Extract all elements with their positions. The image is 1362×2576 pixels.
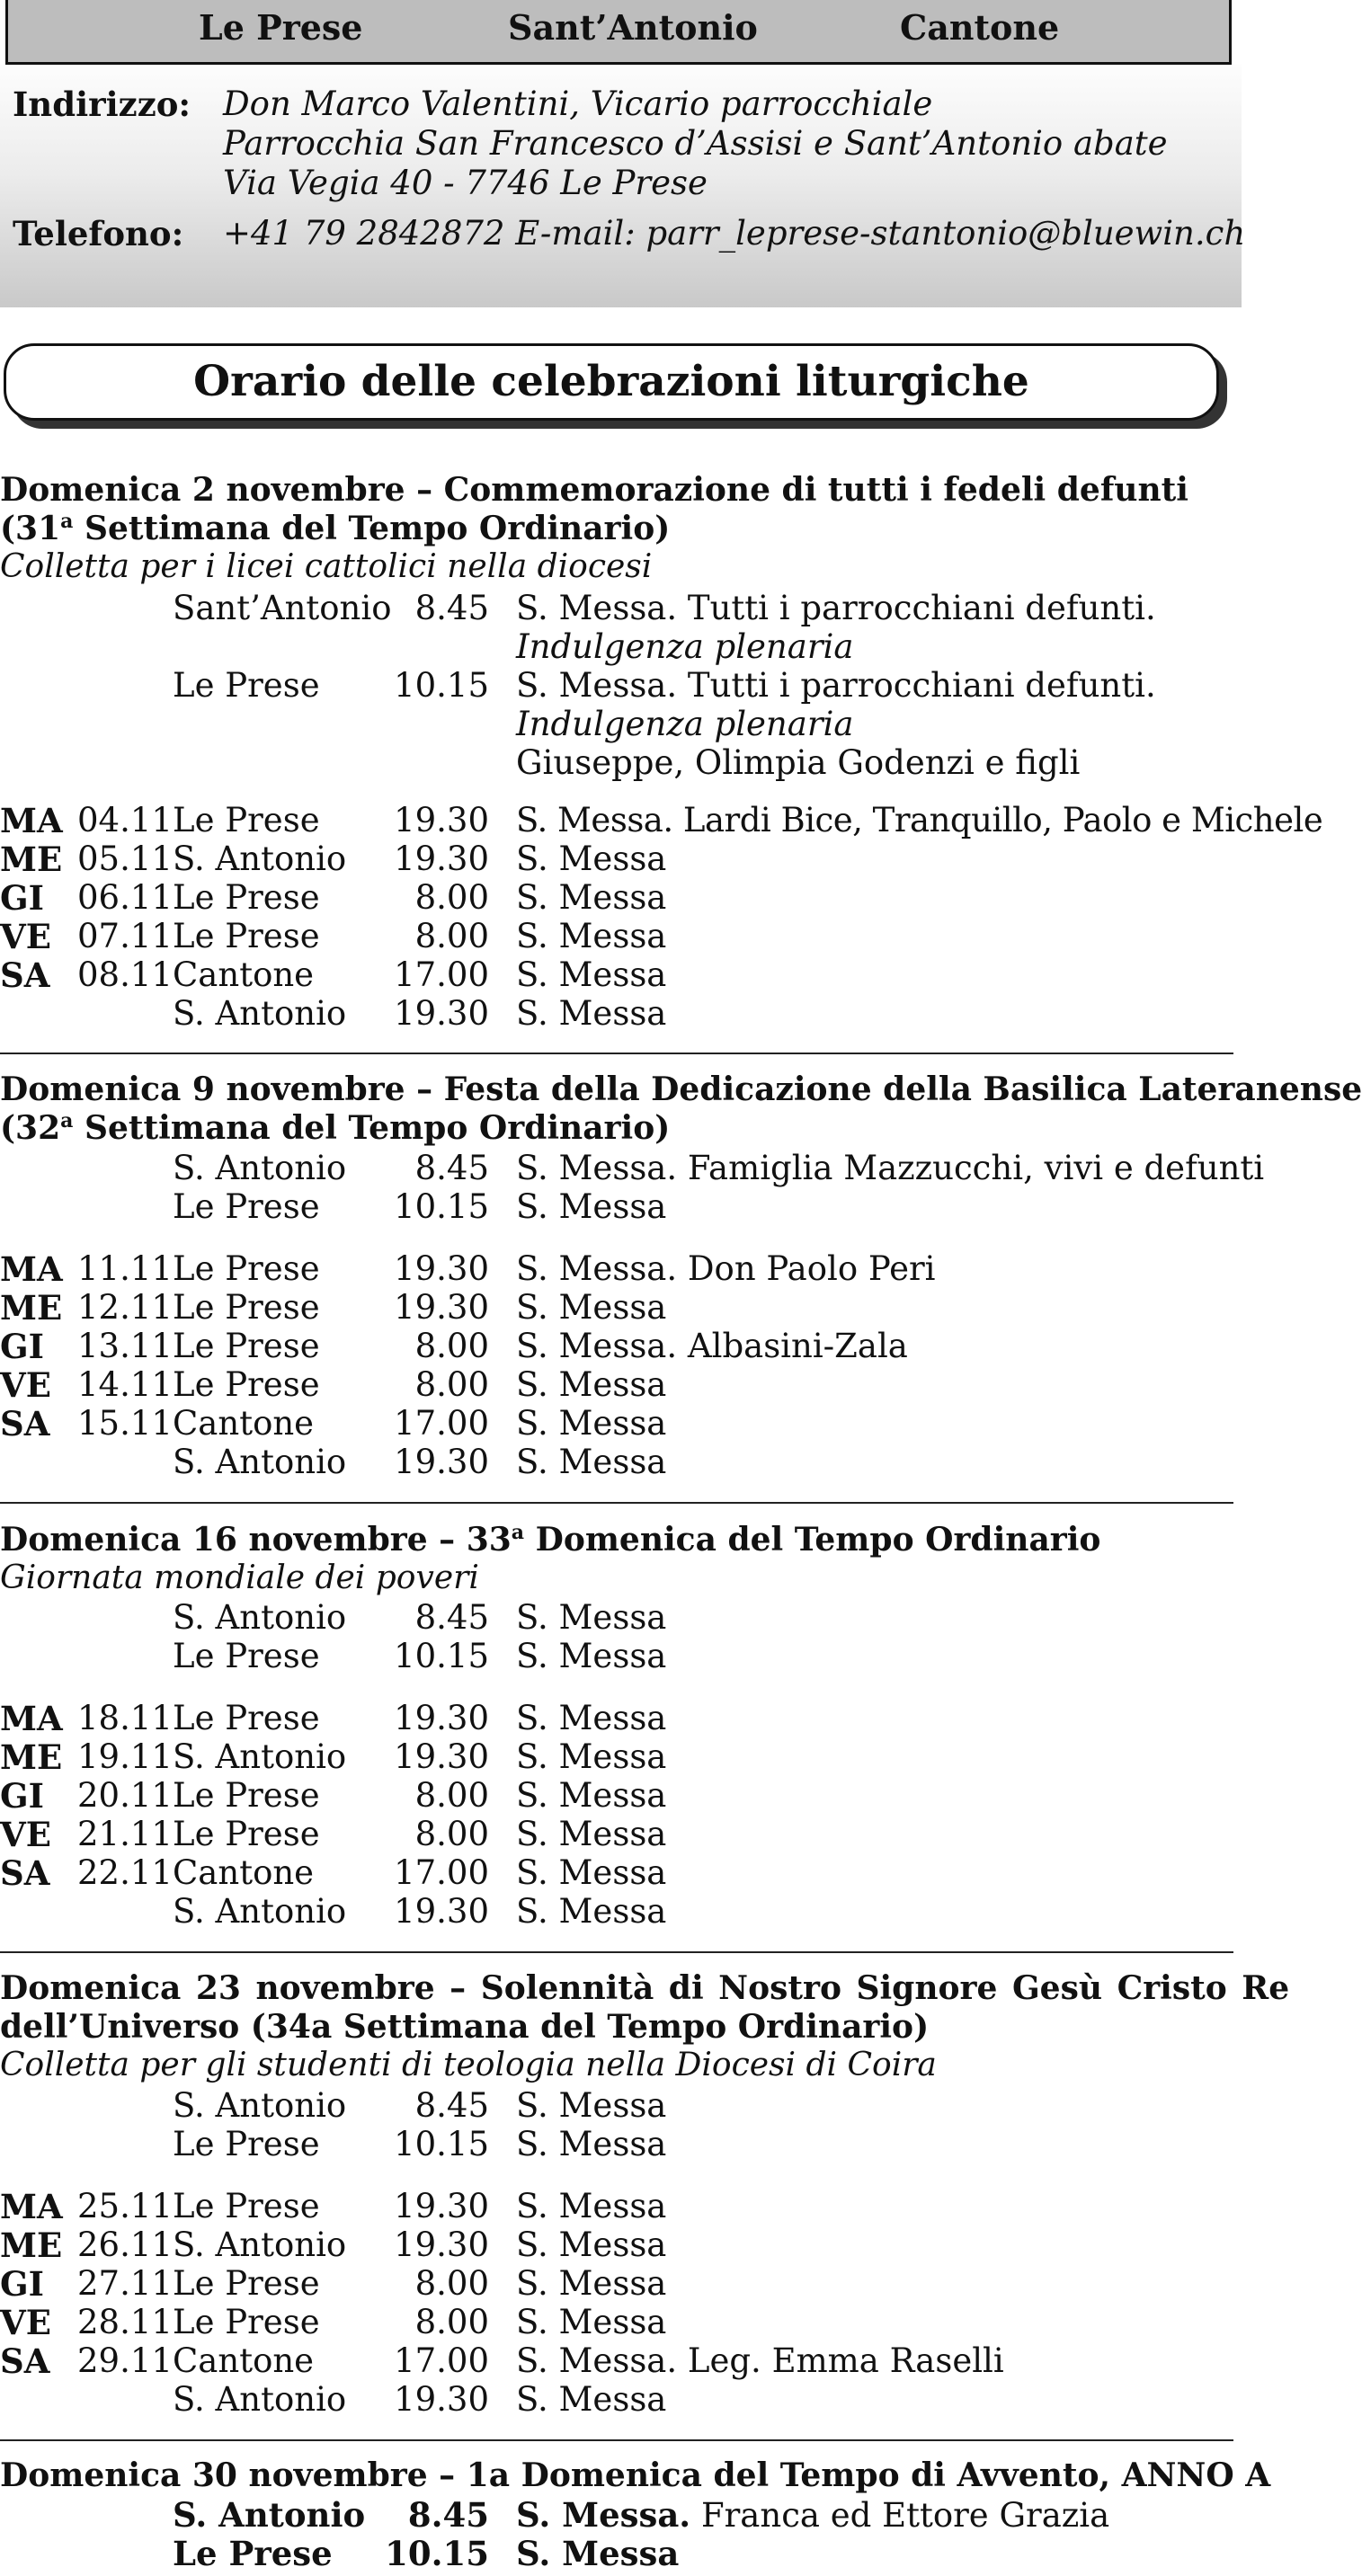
schedule-row: MA 04.11 Le Prese 19.30 S. Messa. Lardi Bice, Tranquillo, Paolo e Michele — [0, 801, 1323, 840]
address-label: Indirizzo: — [13, 84, 191, 124]
section-heading: Domenica 9 novembre – Festa della Dedicazione della Basilica Lateranense — [0, 1070, 1362, 1108]
address-line: Don Marco Valentini, Vicario parrocchiale — [223, 84, 933, 123]
section-divider — [0, 1502, 1233, 1504]
contact-block — [0, 65, 1246, 307]
section-divider — [0, 1951, 1233, 1953]
header-tab-le-prese: Le Prese — [199, 7, 363, 48]
section-heading: Domenica 2 novembre – Commemorazione di tutti i fedeli defunti — [0, 471, 1188, 509]
schedule-row: Sant’Antonio 8.45 S. Messa. Tutti i parrocchiani defunti. — [173, 589, 1156, 627]
section-note: Colletta per i licei cattolici nella diocesi — [0, 548, 653, 585]
schedule-row: VE 07.11 Le Prese 8.00 S. Messa — [0, 917, 667, 956]
indulgence-note: Indulgenza plenaria — [516, 627, 854, 666]
schedule-row: VE 14.11 Le Prese 8.00 S. Messa — [0, 1365, 667, 1405]
schedule-row: S. Antonio 19.30 S. Messa — [173, 1892, 667, 1931]
schedule-row: MA 11.11 Le Prese 19.30 S. Messa. Don Paolo Peri — [0, 1249, 936, 1289]
page-title: Orario delle celebrazioni liturgiche — [4, 343, 1219, 421]
schedule-row: GI 06.11 Le Prese 8.00 S. Messa — [0, 878, 667, 918]
intention-note: Giuseppe, Olimpia Godenzi e figli — [516, 743, 1081, 782]
schedule-row: ME 19.11 S. Antonio 19.30 S. Messa — [0, 1737, 667, 1777]
schedule-row: ME 05.11 S. Antonio 19.30 S. Messa — [0, 839, 667, 879]
section-heading: dell’Universo (34a Settimana del Tempo Ordinario) — [0, 2008, 930, 2046]
section-heading: (32$^a$ Settimana del Tempo Ordinario) — [0, 1109, 671, 1147]
section-heading: (31$^a$ Settimana del Tempo Ordinario) — [0, 510, 671, 547]
section-heading: Domenica 30 novembre – 1a Domenica del Tempo di Avvento, ANNO A — [0, 2456, 1271, 2494]
schedule-row: GI 27.11 Le Prese 8.00 S. Messa — [0, 2264, 667, 2304]
schedule-row: MA 18.11 Le Prese 19.30 S. Messa — [0, 1699, 667, 1738]
schedule-row: S. Antonio 8.45 S. Messa. Franca ed Ettore Grazia — [173, 2495, 1110, 2535]
schedule-row: Le Prese 10.15 S. Messa — [173, 2534, 680, 2573]
schedule-row: S. Antonio 19.30 S. Messa — [173, 994, 667, 1033]
schedule-row: Le Prese 10.15 S. Messa — [173, 1187, 667, 1226]
schedule-row: ME 12.11 Le Prese 19.30 S. Messa — [0, 1288, 667, 1328]
schedule-row: SA 15.11 Cantone 17.00 S. Messa — [0, 1404, 667, 1443]
schedule-row: Le Prese 10.15 S. Messa. Tutti i parrocchiani defunti. — [173, 666, 1156, 705]
schedule-row: Le Prese 10.15 S. Messa — [173, 2125, 667, 2163]
schedule-row: Le Prese 10.15 S. Messa — [173, 1637, 667, 1675]
section-heading: Domenica 16 novembre – 33$^a$ Domenica del Tempo Ordinario — [0, 1521, 1101, 1559]
indulgence-note: Indulgenza plenaria — [516, 705, 854, 743]
phone-email-line: +41 79 2842872 E-mail: parr_leprese-stantonio@bluewin.ch — [223, 214, 1246, 253]
section-note: Giornata mondiale dei poveri — [0, 1559, 479, 1596]
schedule-row: VE 28.11 Le Prese 8.00 S. Messa — [0, 2303, 667, 2342]
section-heading: Domenica 23 novembre – Solennità di Nostro Signore Gesù Cristo Re — [0, 1969, 1290, 2007]
header-tab-sant-antonio: Sant’Antonio — [508, 7, 758, 48]
schedule-row: S. Antonio 19.30 S. Messa — [173, 2380, 667, 2419]
address-line: Via Vegia 40 - 7746 Le Prese — [223, 164, 708, 202]
schedule-row: SA 08.11 Cantone 17.00 S. Messa — [0, 955, 667, 995]
phone-label: Telefono: — [13, 214, 184, 253]
schedule-row: S. Antonio 8.45 S. Messa. Famiglia Mazzucchi, vivi e defunti — [173, 1149, 1265, 1187]
address-line: Parrocchia San Francesco d’Assisi e Sant’Antonio abate — [223, 124, 1168, 163]
section-divider — [0, 2439, 1233, 2441]
schedule-row: ME 26.11 S. Antonio 19.30 S. Messa — [0, 2225, 667, 2265]
schedule-row: S. Antonio 8.45 S. Messa — [173, 1598, 667, 1637]
section-note: Colletta per gli studenti di teologia nella Diocesi di Coira — [0, 2047, 937, 2083]
section-divider — [0, 1053, 1233, 1054]
schedule-row: SA 22.11 Cantone 17.00 S. Messa — [0, 1853, 667, 1893]
schedule-row: GI 20.11 Le Prese 8.00 S. Messa — [0, 1776, 667, 1816]
schedule-row: S. Antonio 19.30 S. Messa — [173, 1443, 667, 1481]
parish-header-bar — [5, 0, 1232, 65]
schedule-row: S. Antonio 8.45 S. Messa — [173, 2086, 667, 2125]
schedule-row: GI 13.11 Le Prese 8.00 S. Messa. Albasini-Zala — [0, 1327, 908, 1366]
header-tab-cantone: Cantone — [900, 7, 1060, 48]
schedule-row: SA 29.11 Cantone 17.00 S. Messa. Leg. Emma Raselli — [0, 2341, 1004, 2381]
schedule-row: MA 25.11 Le Prese 19.30 S. Messa — [0, 2187, 667, 2226]
schedule-row: VE 21.11 Le Prese 8.00 S. Messa — [0, 1815, 667, 1854]
